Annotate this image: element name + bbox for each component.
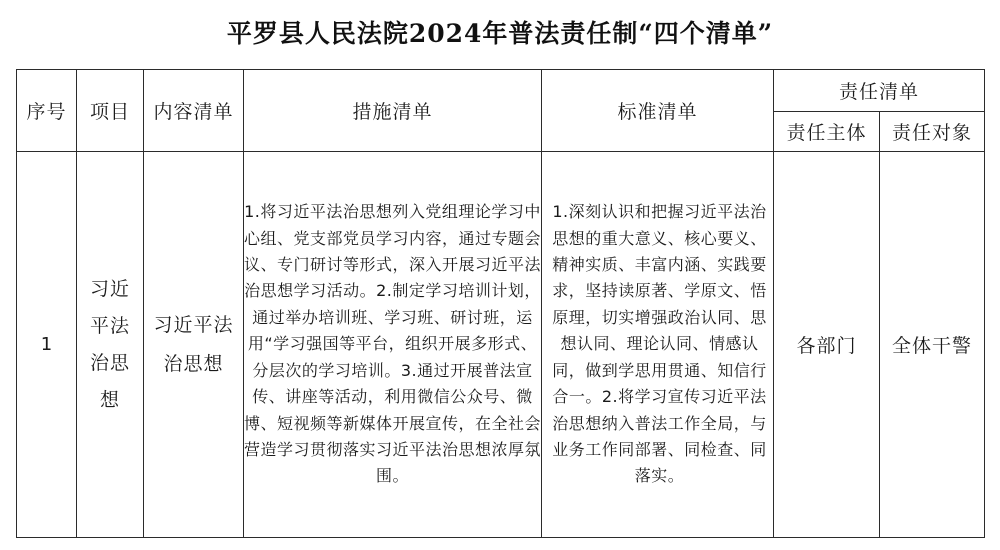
header-seq: 序号 (17, 70, 77, 152)
cell-object: 全体干警 (880, 152, 985, 538)
responsibility-table (16, 69, 985, 538)
header-object: 责任对象 (880, 112, 985, 152)
header-standards: 标准清单 (542, 70, 774, 152)
cell-measures: 1.将习近平法治思想列入党组理论学习中心组、党支部党员学习内容，通过专题会议、专门研讨等形式，深入开展习近平法治思想学习活动。2.制定学习培训计划，通过举办培训班、学习班、研讨班，运用“学习强国等平台，组织开展多形式、分层次的学习培训。3.通过开展普法宣传、讲座等活动，利用微信公众号、微博、短视频等新媒体开展宣传，在全社会营造学习贯彻落实习近平法治思想浓厚氛围。 (244, 152, 542, 538)
table-header-row (17, 70, 985, 112)
cell-subject: 各部门 (774, 152, 880, 538)
table-row (17, 152, 985, 538)
header-content: 内容清单 (144, 70, 244, 152)
header-subject: 责任主体 (774, 112, 880, 152)
cell-content-text: 习近平法治思想 (153, 313, 234, 375)
document-title: 平罗县人民法院2024年普法责任制“四个清单” (226, 19, 774, 48)
cell-seq: 1 (17, 152, 77, 538)
cell-content (144, 152, 244, 538)
cell-item-text: 习近平法治思想 (89, 277, 130, 411)
cell-item (77, 152, 144, 538)
header-measures: 措施清单 (244, 70, 542, 152)
cell-standards: 1.深刻认识和把握习近平法治思想的重大意义、核心要义、精神实质、丰富内涵、实践要求，坚持读原著、学原文、悟原理，切实增强政治认同、思想认同、理论认同、情感认同，做到学思用贯通、知信行合一。2.将学习宣传习近平法治思想纳入普法工作全局，与业务工作同部署、同检查、同落实。 (542, 152, 774, 538)
header-responsibility: 责任清单 (774, 70, 985, 112)
header-item: 项目 (77, 70, 144, 152)
